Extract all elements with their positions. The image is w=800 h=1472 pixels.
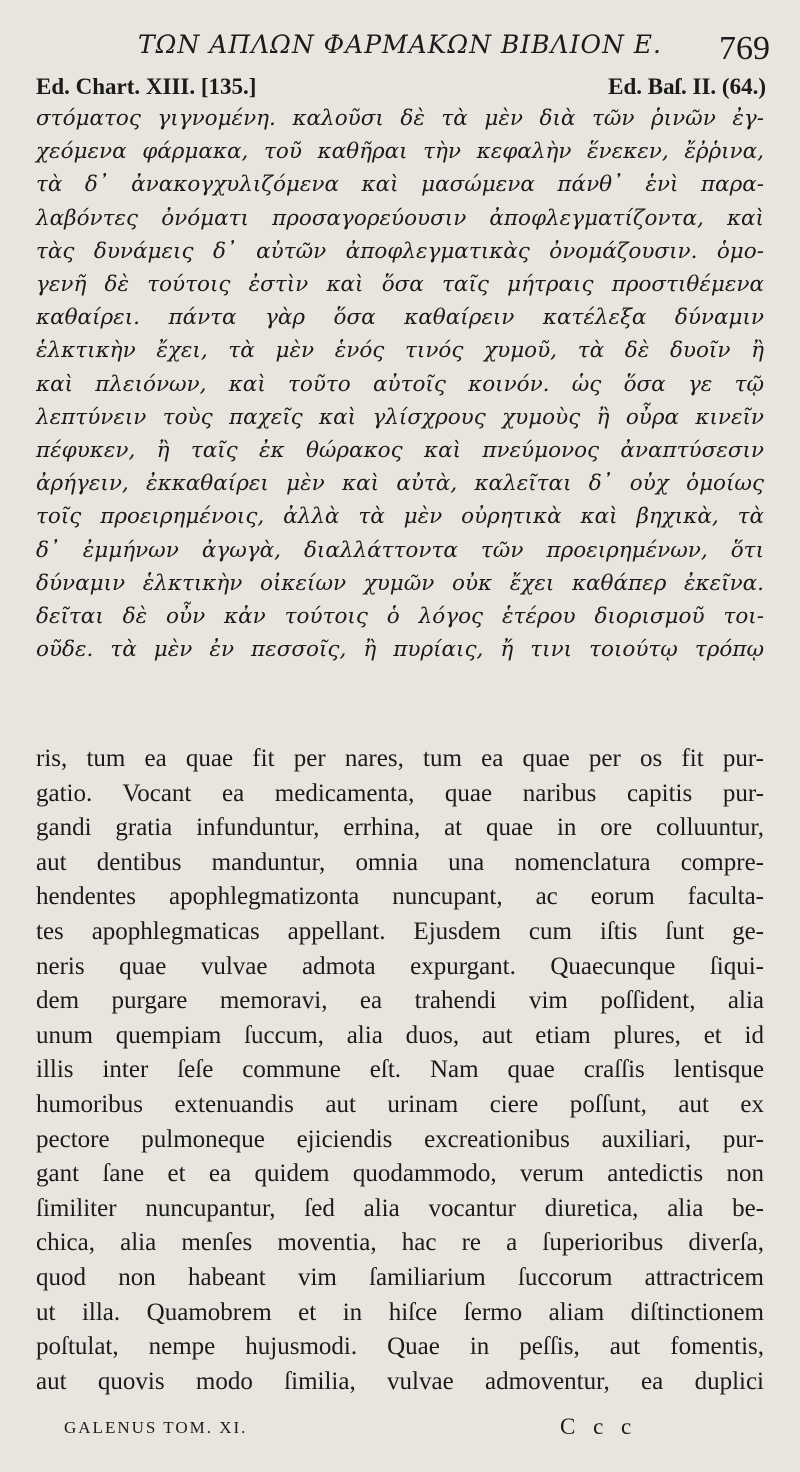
latin-line: ſimiliter nuncupantur, ſed alia vocantur diuretica, alia be-	[36, 1194, 764, 1222]
greek-line: στόματος γιγνομένη. καλοῦσι δὲ τὰ μὲν διὰ τῶν ῥινῶν ἐγ-	[36, 106, 764, 131]
edition-reference-right: Ed. Baſ. II. (64.)	[608, 74, 766, 99]
greek-line: καθαίρει. πάντα γὰρ ὅσα καθαίρειν κατέλεξα δύναμιν	[36, 305, 764, 331]
latin-text-block	[36, 742, 764, 1399]
latin-line: hendentes apophlegmatizonta nuncupant, ac eorum faculta-	[36, 883, 764, 911]
greek-line: δεῖται δὲ οὖν κἀν τούτοις ὁ λόγος ἑτέρου διορισμοῦ τοι-	[36, 604, 764, 630]
footer-signature-mark: C c c	[560, 1414, 638, 1439]
latin-line: quod non habeant vim ſamiliarium ſuccorum attractricem	[36, 1263, 764, 1291]
greek-line: οῦδε. τὰ μὲν ἐν πεσσοῖς, ἢ πυρίαις, ἤ τινι τοιούτῳ τρόπῳ	[36, 637, 764, 663]
latin-line: neris quae vulvae admota expurgant. Quaecunque ſiqui-	[36, 952, 764, 980]
latin-line: gant ſane et ea quidem quodammodo, verum antedictis non	[36, 1160, 764, 1188]
latin-line: chica, alia menſes moventia, hac re a ſuperioribus diverſa,	[36, 1229, 764, 1257]
latin-line: humoribus extenuandis aut urinam ciere poſſunt, aut ex	[36, 1090, 764, 1118]
greek-line: λαβόντες ὀνόματι προσαγορεύουσιν ἀποφλεγματίζοντα, καὶ	[36, 205, 764, 231]
greek-line: τὰς δυνάμεις δ᾽ αὐτῶν ἀποφλεγματικὰς ὀνομάζουσιν. ὁμο-	[36, 238, 764, 264]
latin-line: dem purgare memoravi, ea trahendi vim poſſident, alia	[36, 987, 764, 1015]
greek-line: τοῖς προειρημένοις, ἀλλὰ τὰ μὲν οὐρητικὰ καὶ βηχικὰ, τὰ	[36, 504, 764, 530]
edition-reference-left: Ed. Chart. XIII. [135.]	[36, 74, 257, 99]
latin-line: ris, tum ea quae fit per nares, tum ea quae per os fit pur-	[36, 745, 764, 772]
greek-line: τὰ δ᾽ ἀνακογχυλιζόμενα καὶ μασώμενα πάνθ᾽ ἑνὶ παρα-	[36, 172, 764, 198]
greek-line: ἀρήγειν, ἐκκαθαίρει μὲν καὶ αὐτὰ, καλεῖται δ᾽ οὐχ ὁμοίως	[36, 471, 764, 497]
latin-line: aut dentibus manduntur, omnia una nomenclatura compre-	[36, 848, 764, 876]
latin-line: unum quempiam ſuccum, alia duos, aut etiam plures, et id	[36, 1021, 764, 1049]
greek-line: χεόμενα φάρμακα, τοῦ καθῆραι τὴν κεφαλὴν ἕνεκεν, ἔῤῥινα,	[36, 139, 764, 165]
greek-line: καὶ πλειόνων, καὶ τοῦτο αὐτοῖς κοινόν. ὡς ὅσα γε τῷ	[36, 371, 764, 397]
footer-volume-label: GALENUS TOM. XI.	[64, 1418, 248, 1437]
latin-line: aut quovis modo ſimilia, vulvae admoventur, ea duplici	[36, 1367, 764, 1395]
latin-line: illis inter ſeſe commune eſt. Nam quae craſſis lentisque	[36, 1056, 764, 1084]
latin-line: tes apophlegmaticas appellant. Ejusdem cum iſtis ſunt ge-	[36, 917, 764, 945]
greek-text-block	[36, 102, 764, 666]
greek-line: δύναμιν ἑλκτικὴν οἰκείων χυμῶν οὐκ ἔχει καθάπερ ἐκεῖνα.	[36, 570, 764, 596]
latin-line: poſtulat, nempe hujusmodi. Quae in peſſis, aut fomentis,	[36, 1333, 764, 1361]
greek-line: λεπτύνειν τοὺς παχεῖς καὶ γλίσχρους χυμοὺς ἢ οὖρα κινεῖν	[36, 404, 764, 430]
greek-line: γενῆ δὲ τούτοις ἐστὶν καὶ ὅσα ταῖς μήτραις προστιθέμενα	[36, 272, 764, 298]
running-header-title: ΤΩΝ ΑΠΛΩΝ ΦΑΡΜΑΚΩΝ ΒΙΒΛΙΟΝ Ε.	[138, 30, 662, 59]
page-number: 769	[719, 30, 770, 67]
latin-line: ut illa. Quamobrem et in hiſce ſermo aliam diſtinctionem	[36, 1298, 764, 1326]
latin-line: pectore pulmoneque ejiciendis excreationibus auxiliari, pur-	[36, 1125, 764, 1153]
greek-line: δ᾽ ἐμμήνων ἀγωγὰ, διαλλάττοντα τῶν προειρημένων, ὅτι	[36, 537, 764, 563]
latin-line: gandi gratia infunduntur, errhina, at quae in ore colluuntur,	[36, 814, 764, 842]
latin-line: gatio. Vocant ea medicamenta, quae naribus capitis pur-	[36, 779, 764, 807]
greek-line: πέφυκεν, ἢ ταῖς ἐκ θώρακος καὶ πνεύμονος ἀναπτύσεσιν	[36, 438, 764, 464]
greek-line: ἑλκτικὴν ἔχει, τὰ μὲν ἑνός τινός χυμοῦ, τὰ δὲ δυοῖν ἢ	[36, 338, 764, 364]
